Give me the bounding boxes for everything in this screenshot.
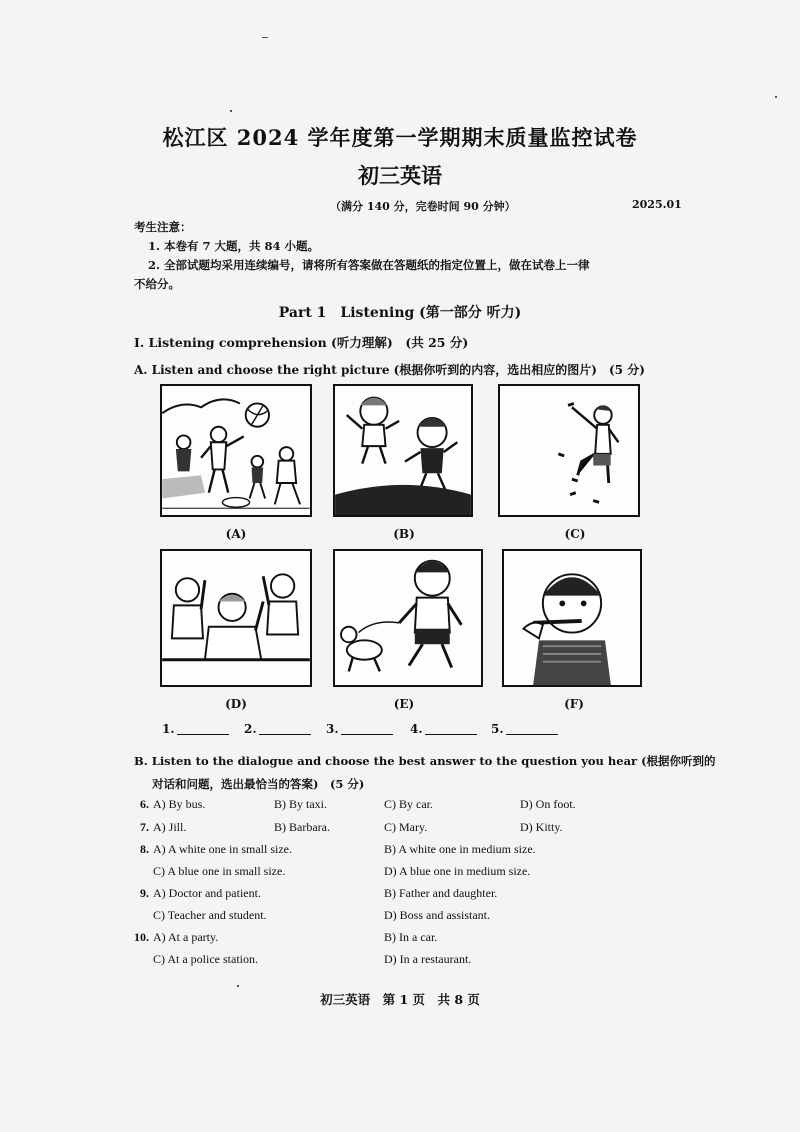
section-b-heading-cont: 对话和问题，选出最恰当的答案) (5 分) [152, 777, 365, 791]
picture-d[interactable] [160, 549, 312, 687]
section-a-heading: A. Listen and choose the right picture (根据你听到的内容，选出相应的图片) (5 分) [134, 363, 645, 377]
answer-blank-1[interactable] [162, 722, 229, 736]
picture-a-label: (A) [225, 527, 247, 541]
question-8-number: 8. [140, 842, 149, 856]
question-6-number: 6. [140, 797, 149, 811]
scan-mark [230, 110, 232, 112]
question-9-option-c[interactable]: C) Teacher and student. [153, 908, 267, 922]
part-heading: Part 1 Listening (第一部分 听力) [278, 305, 522, 321]
rock-climbing-illustration [500, 386, 638, 515]
picture-d-label: (D) [225, 697, 247, 711]
question-6-option-c[interactable]: C) By car. [384, 797, 433, 811]
question-7-option-d[interactable]: D) Kitty. [520, 820, 563, 834]
question-7-option-c[interactable]: C) Mary. [384, 820, 428, 834]
answer-blank-number: 3. [326, 722, 339, 736]
picture-e[interactable] [333, 549, 483, 687]
question-10-option-c[interactable]: C) At a police station. [153, 952, 258, 966]
question-6-option-a[interactable]: A) By bus. [153, 797, 206, 811]
notice-heading: 考生注意： [134, 220, 192, 234]
exam-meta: （满分 140 分，完卷时间 90 分钟） [330, 200, 516, 213]
picture-b-label: (B) [393, 527, 415, 541]
exam-title: 松江区 2024 学年度第一学期期末质量监控试卷 [162, 125, 638, 150]
question-8-option-b[interactable]: B) A white one in medium size. [384, 842, 536, 856]
scan-mark [775, 96, 777, 98]
exam-subtitle: 初三英语 [358, 163, 442, 188]
notice-item-2-cont: 不给分。 [134, 277, 180, 291]
answer-blank-3[interactable] [326, 722, 393, 736]
question-10-number: 10. [134, 930, 149, 944]
notice-item-1: 1. 本卷有 7 大题，共 84 小题。 [148, 239, 320, 253]
picture-f-label: (F) [564, 697, 584, 711]
question-9-number: 9. [140, 886, 149, 900]
walking-dog-illustration [335, 551, 481, 685]
question-10-option-a[interactable]: A) At a party. [153, 930, 219, 944]
question-10-option-d[interactable]: D) In a restaurant. [384, 952, 472, 966]
question-10-option-b[interactable]: B) In a car. [384, 930, 438, 944]
question-9-option-d[interactable]: D) Boss and assistant. [384, 908, 490, 922]
section-b-heading: B. Listen to the dialogue and choose the best answer to the question you hear (根据你听到的 [134, 754, 716, 768]
answer-blank-number: 1. [162, 722, 175, 736]
exam-date: 2025.01 [632, 198, 682, 211]
answer-blank-4[interactable] [410, 722, 477, 736]
picture-e-label: (E) [393, 697, 415, 711]
answer-blank-2[interactable] [244, 722, 311, 736]
answer-blank-5[interactable] [491, 722, 558, 736]
picture-b[interactable] [333, 384, 473, 517]
picture-a[interactable] [160, 384, 312, 517]
question-6-option-b[interactable]: B) By taxi. [274, 797, 327, 811]
question-8-option-a[interactable]: A) A white one in small size. [153, 842, 292, 856]
answer-blank-number: 5. [491, 722, 504, 736]
question-9-option-a[interactable]: A) Doctor and patient. [153, 886, 261, 900]
question-6-option-d[interactable]: D) On foot. [520, 797, 576, 811]
raising-hands-illustration [162, 551, 310, 685]
question-9-option-b[interactable]: B) Father and daughter. [384, 886, 498, 900]
answer-blank-number: 4. [410, 722, 423, 736]
beach-ball-illustration [162, 386, 310, 515]
picture-c[interactable] [498, 384, 640, 517]
question-7-number: 7. [140, 820, 149, 834]
notice-item-2: 2. 全部试题均采用连续编号，请将所有答案做在答题纸的指定位置上，做在试卷上一律 [148, 258, 590, 272]
picture-c-label: (C) [564, 527, 586, 541]
brushing-teeth-illustration [504, 551, 640, 685]
kids-jumping-illustration [335, 386, 471, 515]
question-7-option-a[interactable]: A) Jill. [153, 820, 187, 834]
picture-f[interactable] [502, 549, 642, 687]
scan-mark [237, 985, 239, 987]
page-footer: 初三英语 第 1 页 共 8 页 [320, 992, 480, 1007]
question-8-option-c[interactable]: C) A blue one in small size. [153, 864, 286, 878]
answer-blank-number: 2. [244, 722, 257, 736]
question-7-option-b[interactable]: B) Barbara. [274, 820, 330, 834]
question-8-option-d[interactable]: D) A blue one in medium size. [384, 864, 531, 878]
section-heading-1: I. Listening comprehension (听力理解) (共 25 分) [134, 335, 469, 350]
scan-mark [262, 37, 268, 38]
